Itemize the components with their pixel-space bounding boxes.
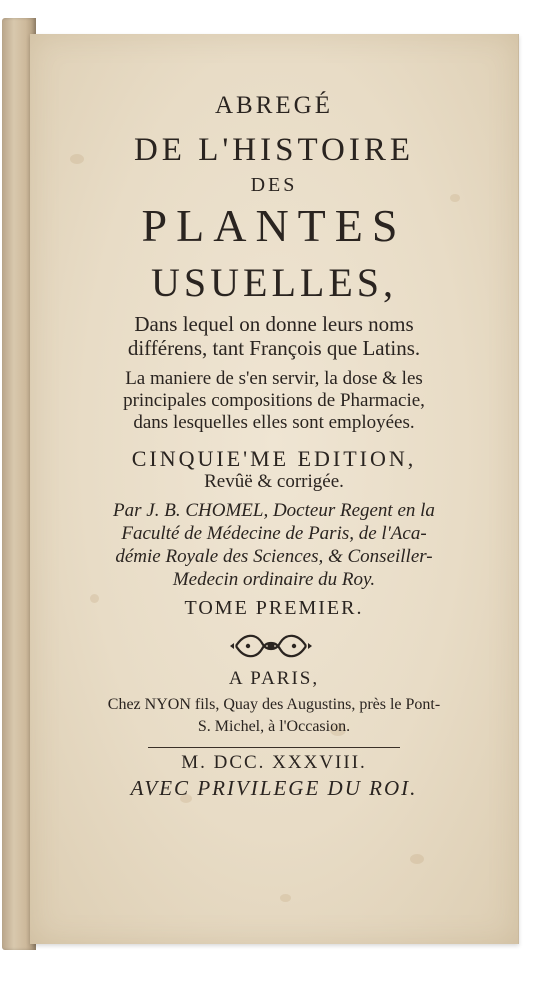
subtitle-line-5: dans lesquelles elles sont employées.	[133, 412, 415, 433]
tome-line: TOME PREMIER.	[184, 597, 364, 619]
privilege-line: AVEC PRIVILEGE DU ROI.	[130, 776, 418, 800]
title-line-histoire: DE L'HISTOIRE	[133, 132, 415, 168]
divider-rule	[148, 747, 400, 748]
title-line-plantes: PLANTES	[141, 200, 407, 251]
author-line-1: Par J. B. CHOMEL, Docteur Regent en la	[113, 500, 435, 521]
title-line-abrege: ABREGÉ	[215, 92, 333, 119]
author-line-3: démie Royale des Sciences, & Conseiller-	[115, 546, 433, 567]
year-line: M. DCC. XXXVIII.	[181, 752, 367, 773]
subtitle-line-3: La maniere de s'en servir, la dose & les	[125, 368, 423, 389]
subtitle-line-2: différens, tant François que Latins.	[127, 336, 421, 360]
publisher-line-2: S. Michel, à l'Occasion.	[197, 718, 351, 735]
city-line: A PARIS,	[228, 668, 320, 689]
revised-line: Revûë & corrigée.	[204, 471, 344, 492]
author-line-2: Faculté de Médecine de Paris, de l'Aca-	[121, 523, 427, 544]
subtitle-line-4: principales compositions de Pharmacie,	[123, 390, 425, 411]
title-line-usuelles: USUELLES,	[151, 260, 397, 305]
publisher-line-1: Chez NYON fils, Quay des Augustins, près le Pont-	[107, 696, 441, 713]
edition-line: CINQUIE'ME EDITION,	[131, 446, 417, 471]
title-line-des: DES	[250, 174, 298, 196]
printers-ornament-icon	[226, 629, 316, 663]
title-text-block	[30, 34, 518, 944]
author-line-4: Medecin ordinaire du Roy.	[172, 569, 376, 590]
title-page	[30, 34, 519, 944]
subtitle-line-1: Dans lequel on donne leurs noms	[134, 312, 414, 336]
